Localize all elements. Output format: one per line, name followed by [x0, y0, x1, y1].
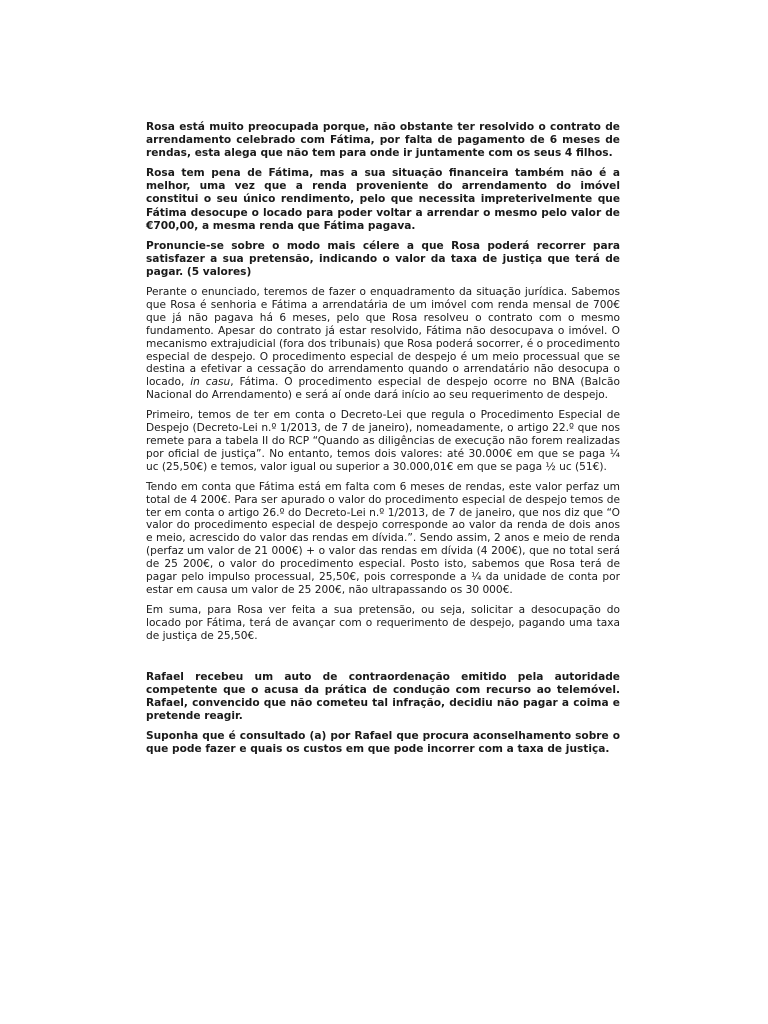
case2-facts-paragraph: Rafael recebeu um auto de contraordenação emitido pela autoridade competente que o acusa da prática de condução com recurso ao telemóvel. Rafael, convencido que não cometeu tal infração, decidiu não pagar a coima e pretende reagir. — [146, 670, 620, 722]
answer1-italic-term: in casu — [190, 376, 231, 389]
document-page — [146, 121, 620, 763]
section-spacer — [146, 650, 620, 671]
answer1-paragraph-1-text-b: , Fátima. O procedimento especial de despejo ocorre no BNA (Balcão Nacional do Arrendamento) e será aí onde dará início ao seu requerimento de despejo. — [146, 376, 621, 402]
answer1-paragraph-4: Em suma, para Rosa ver feita a sua pretensão, ou seja, solicitar a desocupação do locado por Fátima, terá de avançar com o requerimento de despejo, pagando uma taxa de justiça de 25,50€. — [146, 603, 620, 642]
case1-facts-paragraph-1: Rosa está muito preocupada porque, não obstante ter resolvido o contrato de arrendamento celebrado com Fátima, por falta de pagamento de 6 meses de rendas, esta alega que não tem para onde ir juntamente com os seus 4 filhos. — [146, 121, 620, 160]
answer1-paragraph-1 — [146, 286, 620, 402]
case1-facts-paragraph-2: Rosa tem pena de Fátima, mas a sua situação financeira também não é a melhor, uma vez que a renda proveniente do arrendamento do imóvel constitui o seu único rendimento, pelo que necessita impreterivelmente que Fátima desocupe o locado para poder voltar a arrendar o mesmo pelo valor de €700,00, a mesma renda que Fátima pagava. — [146, 167, 620, 232]
case2-question: Suponha que é consultado (a) por Rafael que procura aconselhamento sobre o que pode fazer e quais os custos em que pode incorrer com a taxa de justiça. — [146, 729, 620, 756]
case1-question: Pronuncie-se sobre o modo mais célere a que Rosa poderá recorrer para satisfazer a sua pretensão, indicando o valor da taxa de justiça que terá de pagar. (5 valores) — [146, 239, 620, 278]
answer1-paragraph-1-text-a: Perante o enunciado, teremos de fazer o enquadramento da situação jurídica. Sabemos que Rosa é senhoria e Fátima a arrendatária de um imóvel com renda mensal de 700€ que já não pagava há 6 meses, pelo que Rosa resolveu o contrato com o mesmo fundamento. Apesar do contrato já estar resolvido, Fátima não desocupava o imóvel. O mecanismo extrajudicial (fora dos tribunais) que Rosa poderá socorrer, é o procedimento especial de despejo. O procedimento especial de despejo é um meio processual que se destina a efetivar a cessação do arrendamento quando o arrendatário não desocupa o locado, — [146, 286, 620, 389]
answer1-paragraph-2: Primeiro, temos de ter em conta o Decreto-Lei que regula o Procedimento Especial de Despejo (Decreto-Lei n.º 1/2013, de 7 de janeiro), nomeadamente, o artigo 22.º que nos remete para a tabela II do RCP “Quando as diligências de execução não forem realizadas por oficial de justiça”. No entanto, temos dois valores: até 30.000€ em que se paga ¼ uc (25,50€) e temos, valor igual ou superior a 30.000,01€ em que se paga ½ uc (51€). — [146, 409, 620, 473]
answer1-paragraph-3: Tendo em conta que Fátima está em falta com 6 meses de rendas, este valor perfaz um total de 4 200€. Para ser apurado o valor do procedimento especial de despejo temos de ter em conta o artigo 26.º do Decreto-Lei n.º 1/2013, de 7 de janeiro, que nos diz que “O valor do procedimento especial de despejo corresponde ao valor da renda de dois anos e meio, acrescido do valor das rendas em dívida.”. Sendo assim, 2 anos e meio de renda (perfaz um valor de 21 000€) + o valor das rendas em dívida (4 200€), que no total será de 25 200€, o valor do procedimento especial. Posto isto, sabemos que Rosa terá de pagar pelo impulso processual, 25,50€, pois corresponde a ¼ da unidade de conta por estar em causa um valor de 25 200€, não ultrapassando os 30 000€. — [146, 480, 620, 596]
